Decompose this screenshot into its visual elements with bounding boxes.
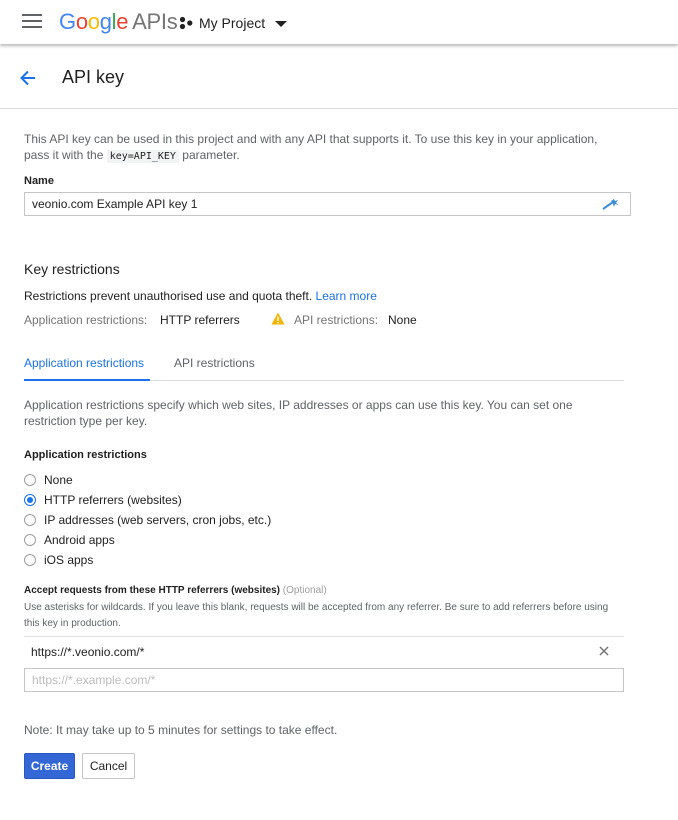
referrer-input-wrapper: [24, 668, 624, 692]
radio-button[interactable]: [24, 474, 36, 486]
api-restrictions-summary-value: None: [388, 313, 417, 327]
tab-application-restrictions[interactable]: Application restrictions: [24, 350, 150, 381]
menu-icon[interactable]: [22, 14, 42, 28]
project-selector[interactable]: [179, 13, 287, 33]
restrictions-tabs: [24, 350, 624, 381]
radio-android-apps[interactable]: Android apps: [24, 532, 115, 548]
radio-button[interactable]: [24, 514, 36, 526]
radio-ip-addresses[interactable]: IP addresses (web servers, cron jobs, etc.): [24, 512, 271, 528]
app-restrictions-summary-value: HTTP referrers: [160, 313, 240, 327]
intro-text: This API key can be used in this project and with any API that supports it. To use this key in your application, pass it with the key=API_KEY parameter.: [24, 132, 598, 162]
warning-icon: [271, 312, 285, 325]
radio-http-referrers[interactable]: HTTP referrers (websites): [24, 492, 182, 508]
google-apis-logo[interactable]: Google APIs: [59, 9, 178, 34]
name-field-wrapper: [24, 192, 631, 216]
caret-down-icon: [275, 21, 287, 27]
key-param-code: key=API_KEY: [107, 150, 179, 163]
tab-api-restrictions[interactable]: API restrictions: [174, 356, 255, 370]
radio-ios-apps[interactable]: iOS apps: [24, 552, 93, 568]
referrer-input[interactable]: [32, 670, 612, 690]
api-restrictions-summary-label: API restrictions:: [294, 313, 379, 327]
referrer-value: https://*.veonio.com/*: [31, 645, 145, 659]
close-icon[interactable]: [597, 644, 611, 658]
referrers-label: Accept requests from these HTTP referrers (websites) (Optional): [24, 585, 327, 596]
key-restrictions-heading: Key restrictions: [24, 261, 120, 277]
name-input[interactable]: [32, 194, 592, 214]
app-restrictions-description: Application restrictions specify which web sites, IP addresses or apps can use this key. You can set one restriction type per key.: [24, 398, 573, 428]
key-restrictions-description: Restrictions prevent unauthorised use and quota theft. Learn more: [24, 289, 377, 303]
project-name: My Project: [199, 15, 266, 31]
create-button[interactable]: Create: [24, 753, 75, 779]
project-hexagon-icon: [179, 16, 193, 30]
name-label: Name: [24, 175, 54, 187]
learn-more-link[interactable]: Learn more: [315, 289, 377, 303]
back-arrow-icon[interactable]: [18, 68, 38, 88]
app-restrictions-summary-label: Application restrictions:: [24, 313, 148, 327]
radio-button[interactable]: [24, 554, 36, 566]
radio-button[interactable]: [24, 534, 36, 546]
referrers-help: Use asterisks for wildcards. If you leave this blank, requests will be accepted from any referrer. Be sure to add referrers before using this key in production.: [24, 602, 609, 629]
page-title: API key: [62, 67, 125, 87]
cancel-button[interactable]: Cancel: [82, 753, 135, 779]
magic-wand-icon[interactable]: [602, 197, 620, 211]
settings-note: Note: It may take up to 5 minutes for settings to take effect.: [24, 723, 338, 737]
referrer-item: [24, 636, 624, 667]
radio-button-selected[interactable]: [24, 494, 36, 506]
app-restrictions-heading: Application restrictions: [24, 449, 147, 461]
radio-none[interactable]: None: [24, 472, 73, 488]
